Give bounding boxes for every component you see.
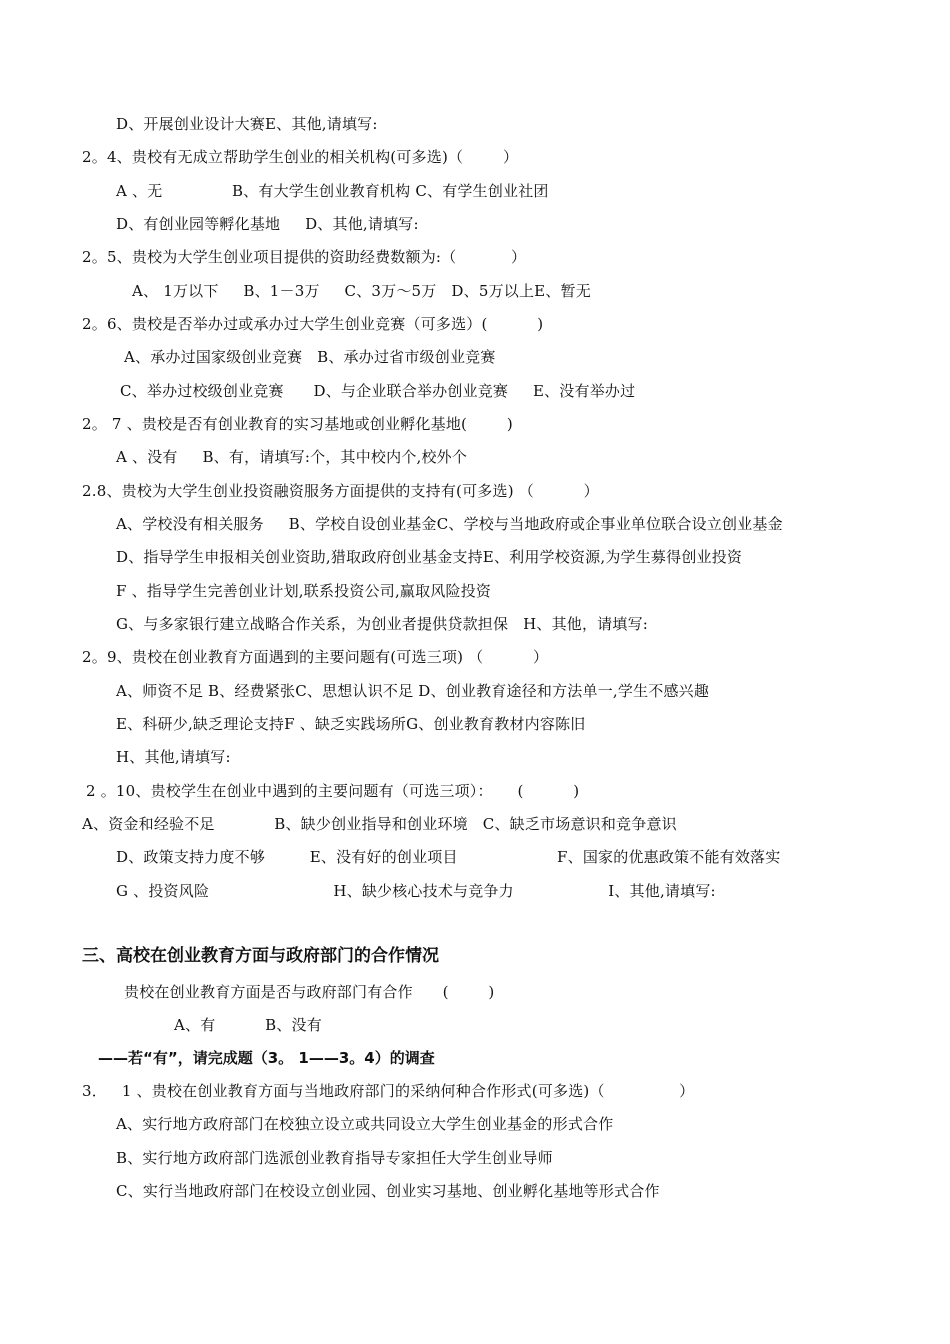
section-question: 贵校在创业教育方面是否与政府部门有合作 ( ) [124, 983, 495, 1001]
section-heading: 三、高校在创业教育方面与政府部门的合作情况 [82, 946, 439, 966]
option-line-3-1-c: C、实行当地政府部门在校设立创业园、创业实习基地、创业孵化基地等形式合作 [116, 1182, 660, 1200]
question-2-9: 2。9、贵校在创业教育方面遇到的主要问题有(可选三项) （ ） [82, 648, 549, 666]
option-line-2-5: A、 1万以下 B、1－3万 C、3万～5万 D、5万以上E、暂无 [132, 282, 591, 300]
question-2-10: 2 。10、贵校学生在创业中遇到的主要问题有（可选三项）： ( ) [86, 782, 580, 800]
option-line-2-9-h: H、其他,请填写: [116, 748, 231, 766]
section-note: ——若“有”，请完成题（3。 1——3。4）的调查 [98, 1049, 435, 1067]
option-line-2-8-d: D、指导学生申报相关创业资助,猎取政府创业基金支持E、利用学校资源,为学生募得创业投资 [116, 548, 743, 566]
question-2-4: 2。4、贵校有无成立帮助学生创业的相关机构(可多选)（ ） [82, 148, 519, 166]
option-line-2-6-c: C、举办过校级创业竞赛 D、与企业联合举办创业竞赛 E、没有举办过 [120, 382, 636, 400]
question-2-8: 2.8、贵校为大学生创业投资融资服务方面提供的支持有(可多选) （ ） [82, 482, 599, 500]
option-line-2-6-a: A、承办过国家级创业竞赛 B、承办过省市级创业竞赛 [124, 348, 496, 366]
question-2-6: 2。6、贵校是否举办过或承办过大学生创业竞赛（可多选）( ) [82, 315, 544, 333]
option-line-2-10-d: D、政策支持力度不够 E、没有好的创业项目 F、国家的优惠政策不能有效落实 [116, 848, 781, 866]
option-line-2-9-e: E、科研少,缺乏理论支持F 、缺乏实践场所G、创业教育教材内容陈旧 [116, 715, 586, 733]
question-2-7: 2。 7 、贵校是否有创业教育的实习基地或创业孵化基地( ) [82, 415, 513, 433]
option-line-2-10-g: G 、投资风险 H、缺少核心技术与竞争力 I、其他,请填写: [116, 882, 716, 900]
option-line-2-3-d: D、开展创业设计大赛E、其他,请填写: [116, 115, 378, 133]
option-line-3-1-b: B、实行地方政府部门选派创业教育指导专家担任大学生创业导师 [116, 1149, 553, 1167]
option-line-2-4-d: D、有创业园等孵化基地 D、其他,请填写: [116, 215, 419, 233]
option-line-2-8-f: F 、指导学生完善创业计划,联系投资公司,赢取风险投资 [116, 582, 492, 600]
option-line-2-10-a: A、资金和经验不足 B、缺少创业指导和创业环境 C、缺乏市场意识和竞争意识 [82, 815, 677, 833]
option-line-2-7: A 、没有 B、有，请填写:个，其中校内个,校外个 [116, 448, 468, 466]
option-line-2-8-a: A、学校没有相关服务 B、学校自设创业基金C、学校与当地政府或企事业单位联合设立创业基金 [116, 515, 783, 533]
question-3-1: 3． 1 、贵校在创业教育方面与当地政府部门的采纳何种合作形式(可多选)（ ） [82, 1082, 695, 1100]
option-line-2-8-g: G、与多家银行建立战略合作关系，为创业者提供贷款担保 H、其他，请填写: [116, 615, 649, 633]
question-2-5: 2。5、贵校为大学生创业项目提供的资助经费数额为:（ ） [82, 248, 527, 266]
option-line-2-9-a: A、师资不足 B、经费紧张C、思想认识不足 D、创业教育途径和方法单一,学生不感兴趣 [116, 682, 710, 700]
option-line-2-4-a: A 、无 B、有大学生创业教育机构 C、有学生创业社团 [116, 182, 549, 200]
option-line-3-1-a: A、实行地方政府部门在校独立设立或共同设立大学生创业基金的形式合作 [116, 1115, 614, 1133]
section-options: A、有 B、没有 [174, 1016, 322, 1034]
